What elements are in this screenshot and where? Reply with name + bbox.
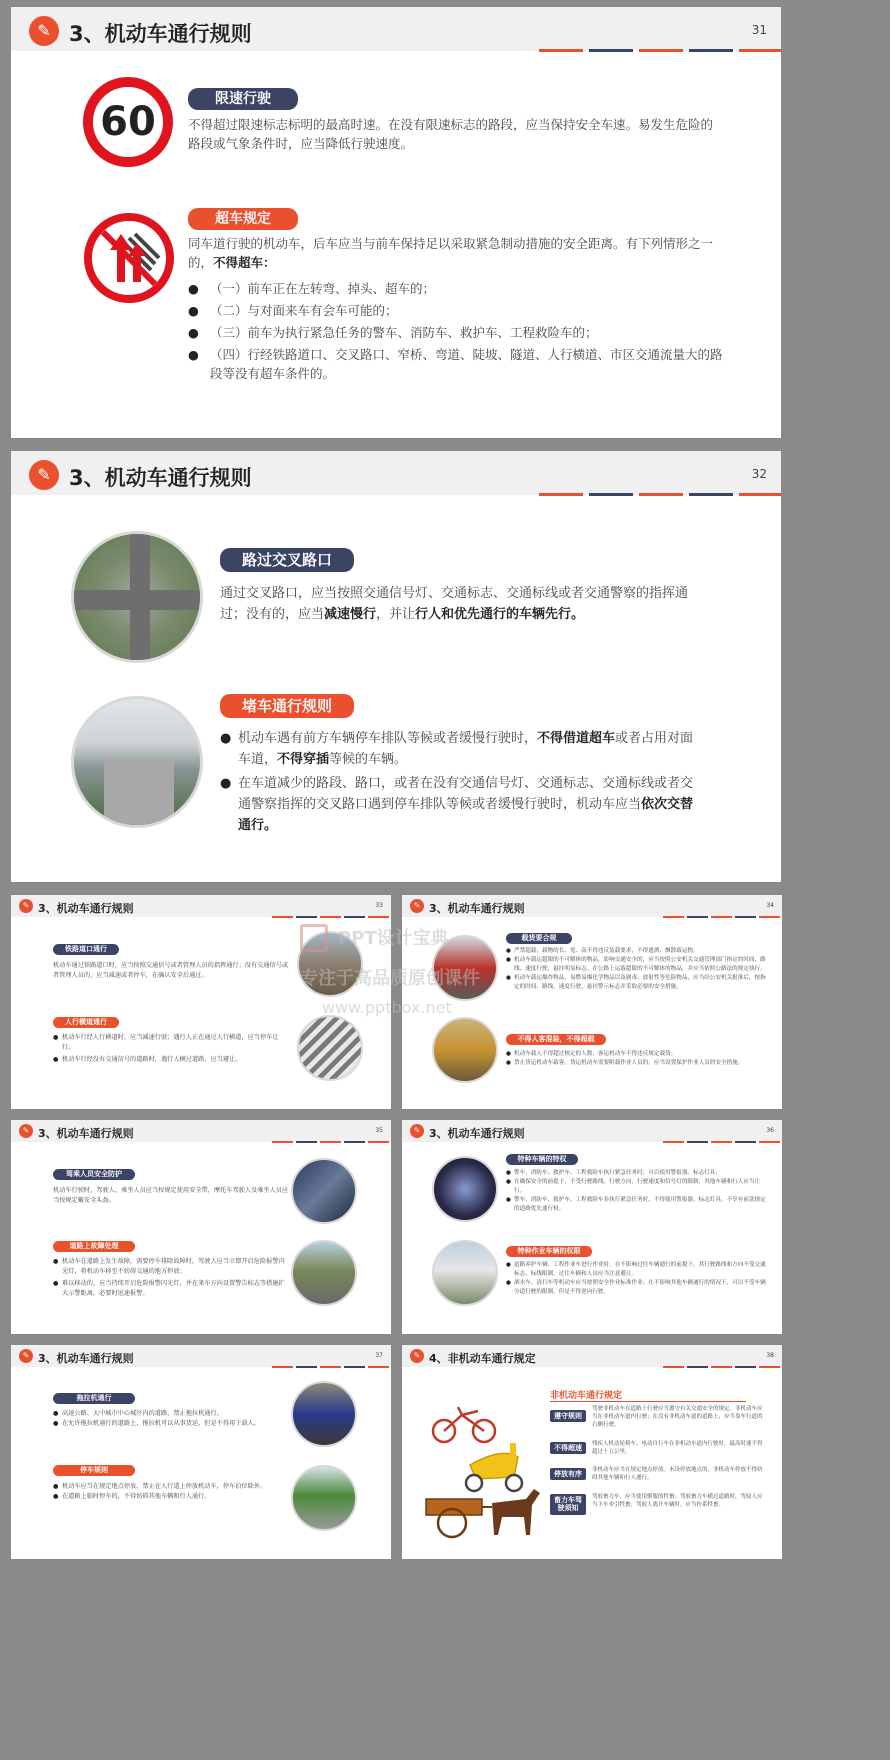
header-bars	[663, 916, 780, 918]
work-vehicles-list	[506, 1261, 768, 1297]
list-item: ● 高速公路、大中城市中心城区内的道路，禁止拖拉机通行。	[53, 1409, 289, 1419]
pill-cargo: 载货要合规	[506, 933, 572, 944]
traffic-jam-list	[220, 728, 695, 836]
slide-title: 3、机动车通行规则	[429, 902, 525, 915]
page-number: 37	[375, 1352, 383, 1359]
slide-title: 3、机动车通行规则	[38, 902, 134, 915]
slide-title: 3、机动车通行规则	[38, 1352, 134, 1365]
sweeper-photo	[432, 1240, 498, 1306]
slide-35	[11, 1120, 391, 1334]
orderly-parking-text: 非机动车应当在规定地点停放。未设停放地点的，非机动车停放不得妨碍其他车辆和行人通行。	[592, 1467, 763, 1481]
slide-header	[11, 451, 781, 495]
list-item: ● （二）与对面来车有会车可能的；	[188, 301, 723, 320]
special-vehicles-list	[506, 1169, 768, 1214]
label-no-speeding: 不得超速	[550, 1442, 586, 1454]
list-item: ● （一）前车正在左转弯、掉头、超车的；	[188, 279, 723, 298]
header-bars	[663, 1366, 780, 1368]
slide-title: 3、机动车通行规则	[69, 22, 252, 46]
slide-header	[11, 895, 391, 917]
pencil-icon: ✎	[29, 460, 59, 490]
list-item: ● 难以移动的，应当持续开启危险报警闪光灯，并在来车方向设置警告标志等措施扩大示警距离，必要时迅速报警。	[53, 1279, 289, 1299]
breakdown-photo	[291, 1240, 357, 1306]
slide-header	[11, 1345, 391, 1367]
list-item: ● 机动车在道路上发生故障，需要停车排除故障时，驾驶人应当立即开启危险报警闪光灯，将机动车移至不妨碍交通的地方停放；	[53, 1257, 289, 1277]
breakdown-list	[53, 1257, 289, 1299]
police-car-photo	[432, 1156, 498, 1222]
slide-header	[402, 895, 782, 917]
parking-list	[53, 1482, 289, 1502]
list-item: ● 严禁超载；载物的长、宽、高不得违反装载要求，不得遗洒、飘散载运物。	[506, 947, 768, 956]
no-speeding-text: 残疾人机动轮椅车、电动自行车在非机动车道内行驶时，最高时速不得超过十五公里。	[592, 1441, 763, 1455]
slide-title: 3、机动车通行规则	[429, 1127, 525, 1140]
watermark-line2: 专注于高品质原创课件	[300, 968, 480, 989]
overtaking-list	[188, 279, 723, 383]
list-item: ● 机动车应当在规定地点停放。禁止在人行道上停放机动车，停车泊位除外。	[53, 1482, 289, 1492]
slide-32	[11, 451, 781, 882]
header-bars	[272, 1366, 389, 1368]
label-animal-cart: 畜力车驾驶须知	[550, 1494, 586, 1515]
pencil-icon: ✎	[410, 1349, 424, 1363]
pill-safety: 驾乘人员安全防护	[53, 1169, 135, 1180]
header-bars	[272, 1141, 389, 1143]
pill-special-vehicles: 特种车辆的特权	[506, 1154, 578, 1165]
pill-tractor: 拖拉机通行	[53, 1393, 135, 1404]
obey-rules-text: 驾驶非机动车在道路上行驶应当遵守有关交通安全的规定。非机动车应当在非机动车道内行驶；在没有非机动车道的道路上，应当靠车行道的右侧行驶。	[592, 1406, 763, 1428]
list-item: ● 道路养护车辆、工程作业车进行作业时，在不影响过往车辆通行的前提下，其行驶路线和方向不受交通标志、标线限制，过往车辆和人员应当注意避让。	[506, 1261, 768, 1279]
list-item: ● （四）行经铁路道口、交叉路口、窄桥、弯道、陡坡、隧道、人行横道、市区交通流量大的路段等没有超车条件的。	[188, 345, 723, 383]
list-item: ● 警车、消防车、救护车、工程救险车非执行紧急任务时，不得使用警报器、标志灯具，不享有前款规定的道路优先通行权。	[506, 1196, 768, 1214]
page-number: 33	[375, 902, 383, 909]
watermark-line3: www.pptbox.net	[322, 998, 452, 1017]
traffic-jam-photo	[71, 696, 203, 828]
pill-breakdown: 道路上故障处理	[53, 1241, 135, 1252]
label-orderly-parking: 停放有序	[550, 1468, 586, 1480]
page-number: 34	[766, 902, 774, 909]
pill-railway: 铁路道口通行	[53, 944, 119, 955]
safety-text: 机动车行驶时，驾驶人、乘坐人员应当按规定使用安全带，摩托车驾驶人及乘坐人员应当按规定戴安全头盔。	[53, 1187, 289, 1204]
slide-36	[402, 1120, 782, 1334]
crosswalk-list	[53, 1033, 289, 1065]
list-item: ● 机动车遇有前方车辆停车排队等候或者缓慢行驶时，不得借道超车或者占用对面车道，不得穿插等候的车辆。	[220, 728, 695, 770]
overtaking-intro-text: 同车道行驶的机动车，后车应当与前车保持足以采取紧急制动措施的安全距离。有下列情形之一的，	[188, 236, 714, 270]
list-item: ● 在确保安全的前提下，不受行驶路线、行驶方向、行驶速度和信号灯的限制，其他车辆和行人应当让行。	[506, 1178, 768, 1196]
pill-intersection: 路过交叉路口	[220, 548, 354, 572]
seatbelt-photo	[291, 1158, 357, 1224]
page-number: 38	[766, 1352, 774, 1359]
header-bars	[539, 493, 781, 496]
speed-limit-sign	[83, 77, 173, 167]
pill-traffic-jam: 堵车通行规则	[220, 694, 354, 718]
non-motor-vehicles-illustration	[422, 1395, 542, 1545]
slide-header	[402, 1345, 782, 1367]
no-overload-list	[506, 1050, 768, 1068]
pill-overtaking: 超车规定	[188, 208, 298, 230]
page-number: 35	[375, 1127, 383, 1134]
pill-parking: 停车规则	[53, 1465, 135, 1476]
list-item: ● 机动车载人不得超过核定的人数，客运机动车不得违反规定载货。	[506, 1050, 768, 1059]
list-item: ● 机动车载运爆炸物品、易燃易爆化学物品以及剧毒、放射性等危险物品，应当经公安机关批准后，按指定的时间、路线、速度行驶，悬挂警示标志并采取必要的安全措施。	[506, 974, 768, 992]
list-item: ● 禁止货运机动车载客。货运机动车需要附载作业人员的，应当设置保护作业人员的安全措施。	[506, 1059, 768, 1068]
slide-header	[402, 1120, 782, 1142]
slide-header	[11, 7, 781, 51]
pill-no-overload: 不得人客混装，不得超载	[506, 1034, 606, 1045]
pencil-icon: ✎	[19, 899, 33, 913]
pencil-icon: ✎	[19, 1124, 33, 1138]
list-item: ● 机动车行经没有交通信号的道路时，遇行人横过道路，应当避让。	[53, 1055, 289, 1065]
header-bars	[539, 49, 781, 52]
slide-31	[11, 7, 781, 438]
list-item: ● 在车道减少的路段、路口，或者在没有交通信号灯、交通标志、交通标线或者交通警察指挥的交叉路口遇到停车排队等候或者缓慢行驶时，机动车应当依次交替通行。	[220, 773, 695, 836]
header-bars	[663, 1141, 780, 1143]
page-number: 36	[766, 1127, 774, 1134]
tractor-photo	[291, 1381, 357, 1447]
tractor-list	[53, 1409, 289, 1429]
pencil-icon: ✎	[410, 1124, 424, 1138]
slide-37	[11, 1345, 391, 1559]
pencil-icon: ✎	[19, 1349, 33, 1363]
page-number: 32	[751, 467, 767, 481]
overtaking-intro-bold: 不得超车：	[213, 255, 276, 270]
watermark	[300, 920, 560, 1030]
speed-limit-text: 不得超过限速标志标明的最高时速。在没有限速标志的路段，应当保持安全车速。易发生危险的路段或气象条件时，应当降低行驶速度。	[188, 117, 714, 151]
list-item: ● 在允许拖拉机通行的道路上，拖拉机可以从事货运，但是不得用于载人。	[53, 1419, 289, 1429]
pill-crosswalk: 人行横道通行	[53, 1017, 119, 1028]
intersection-photo	[71, 531, 203, 663]
label-obey-rules: 遵守规则	[550, 1410, 586, 1422]
watermark-line1: PPT设计宝典	[338, 928, 449, 949]
slide-header	[11, 1120, 391, 1142]
section-heading: 非机动车通行规定	[550, 1391, 623, 1401]
page-number: 31	[751, 23, 767, 37]
intersection-text: 通过交叉路口，应当按照交通信号灯、交通标志、交通标线或者交通警察的指挥通过；没有的，应当减速慢行，并让行人和优先通行的车辆先行。	[220, 586, 689, 622]
list-item: ● 机动车载运超限的不可解体的物品，影响交通安全的，应当按照公安机关交通管理部门指定的时间、路线、速度行驶，悬挂明显标志。在公路上运载超限的不可解体的物品，并应当依照公路法的规定执行。	[506, 956, 768, 974]
pencil-icon: ✎	[410, 899, 424, 913]
pill-work-vehicles: 特种作业车辆的权限	[506, 1246, 592, 1257]
heading-underline	[550, 1401, 746, 1402]
list-item: ● 警车、消防车、救护车、工程救险车执行紧急任务时，可以使用警报器、标志灯具；	[506, 1169, 768, 1178]
slide-title: 3、机动车通行规则	[38, 1127, 134, 1140]
parking-photo	[291, 1465, 357, 1531]
pill-speed-limit: 限速行驶	[188, 88, 298, 110]
watermark-logo	[300, 924, 328, 952]
list-item: ● （三）前车为执行紧急任务的警车、消防车、救护车、工程救险车的；	[188, 323, 723, 342]
speed-limit-value: 60	[100, 99, 156, 145]
slide-title: 4、非机动车通行规定	[429, 1352, 536, 1365]
list-item: ● 机动车行经人行横道时，应当减速行驶；遇行人正在通过人行横道，应当停车让行。	[53, 1033, 289, 1053]
pencil-icon: ✎	[29, 16, 59, 46]
animal-cart-text: 驾驭畜力车，应当使用驯服的牲畜；驾驭畜力车横过道路时，驾驭人应当下车牵引牲畜；驾驭人离开车辆时，应当拴系牲畜。	[592, 1494, 763, 1508]
list-item: ● 洒水车、清扫车等机动车应当按照安全作业标准作业；在不影响其他车辆通行的情况下，可以不受车辆分道行驶的限制，但是不得逆向行驶。	[506, 1279, 768, 1297]
railway-text: 机动车通过铁路道口时，应当按照交通信号或者管理人员的指挥通行；没有交通信号或者管理人员的，应当减速或者停车，在确认安全后通过。	[53, 962, 289, 979]
list-item: ● 在道路上临时停车的，不得妨碍其他车辆和行人通行。	[53, 1492, 289, 1502]
header-bars	[272, 916, 389, 918]
overtaking-intro	[188, 234, 723, 272]
slide-38	[402, 1345, 782, 1559]
no-overtaking-sign	[83, 212, 175, 304]
slide-title: 3、机动车通行规则	[69, 466, 252, 490]
